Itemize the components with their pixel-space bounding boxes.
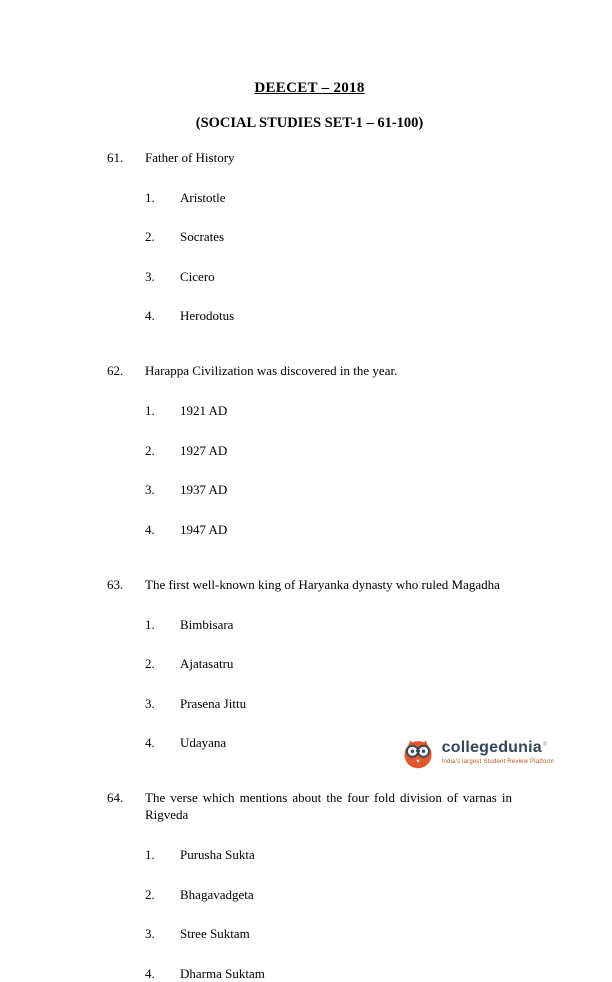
options-list [145,848,512,981]
option-row [145,848,512,863]
brand-tagline: India's largest Student Review Platform [441,759,554,766]
option-row [145,191,512,206]
option-row [145,618,512,633]
collegedunia-logo[interactable] [401,736,554,770]
options-list [145,404,512,537]
owl-mascot-icon [401,736,435,770]
question-row [107,362,512,380]
option-row [145,483,512,498]
option-row [145,523,512,538]
question-number: 63. [107,576,124,592]
option-text: Cicero [180,268,215,284]
question-text: The verse which mentions about the four fold division of varnas in Rigveda [145,789,512,823]
option-row [145,404,512,419]
option-text: Socrates [180,229,225,245]
option-number: 4. [145,308,155,324]
option-number: 4. [145,965,155,981]
question-text: The first well-known king of Haryanka dynasty who ruled Magadha [145,576,500,592]
question-text: Harappa Civilization was discovered in the year. [145,363,398,379]
option-number: 1. [145,847,155,863]
page-title: DEECET – 2018 [254,80,365,96]
option-text: Herodotus [180,308,235,324]
option-text: Purusha Sukta [180,847,255,863]
option-text: 1947 AD [180,521,228,537]
option-number: 1. [145,403,155,419]
question-row [107,576,512,594]
question-number: 62. [107,363,124,379]
question-block [107,576,512,751]
brand-name: collegedunia [441,739,542,757]
option-number: 3. [145,926,155,942]
question-block [107,362,512,537]
option-row [145,697,512,712]
option-row [145,270,512,285]
registered-mark-icon: ® [542,742,548,749]
option-row [145,927,512,942]
option-row [145,967,512,982]
option-row [145,657,512,672]
option-text: Dharma Suktam [180,965,265,981]
options-list [145,191,512,324]
option-text: Bimbisara [180,616,234,632]
option-number: 1. [145,190,155,206]
option-number: 2. [145,886,155,902]
option-row [145,309,512,324]
question-block [107,789,512,982]
option-number: 4. [145,734,155,750]
option-number: 3. [145,695,155,711]
question-block [107,149,512,324]
page-subtitle: (SOCIAL STUDIES SET-1 – 61-100) [195,115,424,131]
option-number: 2. [145,229,155,245]
option-text: 1927 AD [180,442,228,458]
brand-text-column [442,740,554,765]
brand-name-line [442,740,554,757]
option-text: 1937 AD [180,482,228,498]
question-row [107,789,512,824]
option-number: 1. [145,616,155,632]
question-list [107,149,512,982]
options-list [145,618,512,751]
option-row [145,444,512,459]
question-row [107,149,512,167]
option-text: Udayana [180,734,227,750]
option-number: 3. [145,268,155,284]
question-text: Father of History [145,150,235,165]
option-text: 1921 AD [180,403,228,419]
option-text: Aristotle [180,190,226,206]
option-text: Ajatasatru [180,656,234,672]
option-number: 3. [145,482,155,498]
option-text: Prasena Jittu [180,695,247,711]
option-row [145,230,512,245]
option-number: 4. [145,521,155,537]
option-number: 2. [145,656,155,672]
option-text: Stree Suktam [180,926,250,942]
option-text: Bhagavadgeta [180,886,254,902]
option-row [145,888,512,903]
option-number: 2. [145,442,155,458]
question-number: 64. [107,789,124,805]
question-number: 61. [107,150,124,165]
